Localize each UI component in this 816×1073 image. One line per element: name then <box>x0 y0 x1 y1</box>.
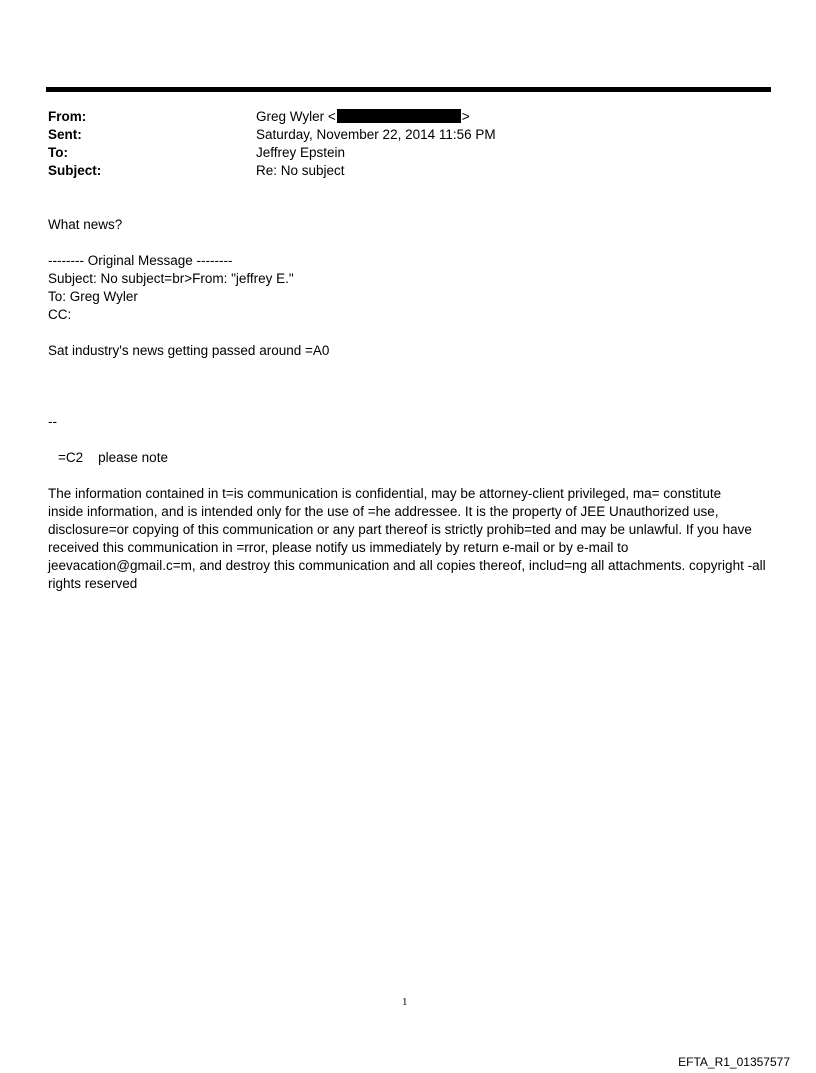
disclaimer-line: received this communication in =rror, please notify us immediately by return e-mail or by e-mail to <box>48 540 629 555</box>
disclaimer-line: jeevacation@gmail.c=m, and destroy this communication and all copies thereof, includ=ng all attachments. copyright -all <box>48 558 766 573</box>
redaction-block <box>337 109 461 123</box>
original-text: Sat industry's news getting passed around =A0 <box>48 343 330 358</box>
signature-dashes: -- <box>48 414 57 429</box>
to-value: Jeffrey Epstein <box>256 145 346 160</box>
disclaimer-line: inside information, and is intended only for the use of =he addressee. It is the property of JEE Unauthorized use, <box>48 504 719 519</box>
to-label: To: <box>48 145 68 160</box>
subject-label: Subject: <box>48 163 102 178</box>
disclaimer-line: The information contained in t=is communication is confidential, may be attorney-client privileged, ma= constitute <box>48 486 722 501</box>
document-id: EFTA_R1_01357577 <box>678 1055 790 1069</box>
disclaimer-line: rights reserved <box>48 576 138 591</box>
header-rule <box>46 87 771 92</box>
original-subject: Subject: No subject=br>From: "jeffrey E." <box>48 271 294 286</box>
original-divider: -------- Original Message -------- <box>48 253 233 268</box>
original-to: To: Greg Wyler <box>48 289 138 304</box>
from-name: Greg Wyler < <box>256 109 336 124</box>
original-cc: CC: <box>48 307 72 322</box>
from-label: From: <box>48 109 87 124</box>
from-value <box>256 108 470 126</box>
reply-text: What news? <box>48 217 123 232</box>
subject-value: Re: No subject <box>256 163 345 178</box>
sent-label: Sent: <box>48 127 82 142</box>
page-number: 1 <box>402 996 408 1008</box>
sent-value: Saturday, November 22, 2014 11:56 PM <box>256 127 496 142</box>
confidentiality-disclaimer <box>48 485 773 593</box>
disclaimer-line: disclosure=or copying of this communication or any part thereof is strictly prohib=ted and may be unlawful. If you have <box>48 522 752 537</box>
note-line: =C2 please note <box>58 450 168 465</box>
from-suffix: > <box>461 109 470 124</box>
